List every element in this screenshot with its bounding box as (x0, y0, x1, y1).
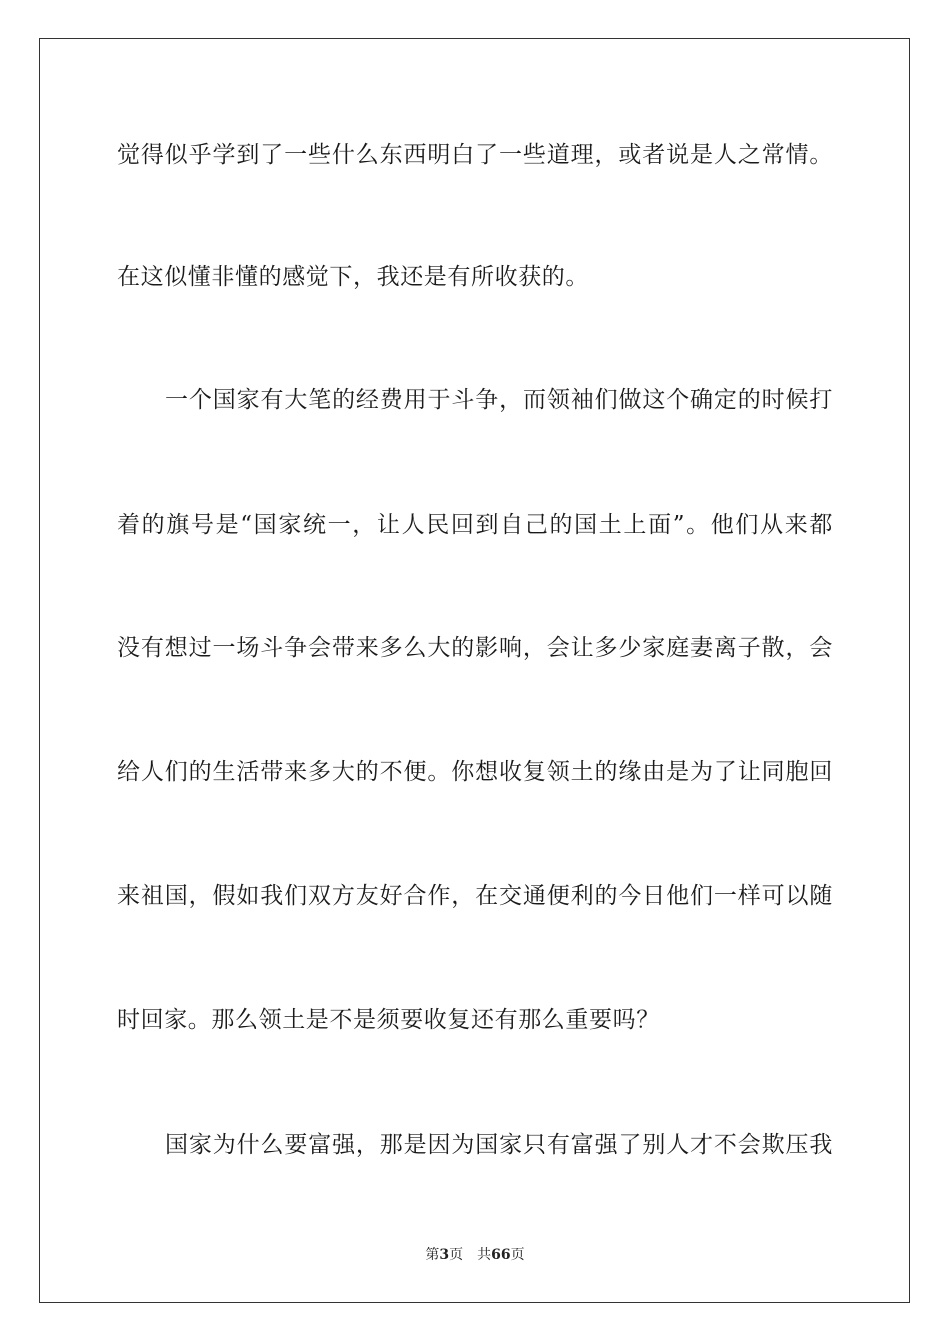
text-line-1: 觉得似乎学到了一些什么东西明白了一些道理，或者说是人之常情。 (117, 142, 833, 168)
text-line-4: 着的旗号是“国家统一，让人民回到自己的国土上面”。他们从来都 (117, 512, 833, 538)
text-line-3: 一个国家有大笔的经费用于斗争，而领袖们做这个确定的时候打 (165, 387, 833, 413)
text-line-7: 来祖国，假如我们双方友好合作，在交通便利的今日他们一样可以随 (117, 883, 833, 909)
text-line-5: 没有想过一场斗争会带来多么大的影响，会让多少家庭妻离子散，会 (117, 635, 833, 661)
page-suffix: 页 (449, 1247, 464, 1263)
text-line-8: 时回家。那么领土是不是须要收复还有那么重要吗？ (117, 1007, 660, 1033)
text-line-6: 给人们的生活带来多大的不便。你想收复领土的缘由是为了让同胞回 (117, 759, 833, 785)
total-prefix: 共 (477, 1247, 492, 1263)
text-line-9: 国家为什么要富强，那是因为国家只有富强了别人才不会欺压我 (165, 1132, 833, 1158)
text-line-2: 在这似懂非懂的感觉下，我还是有所收获的。 (117, 264, 589, 290)
total-suffix: 页 (510, 1247, 525, 1263)
page-footer (0, 1245, 950, 1265)
page-prefix: 第 (425, 1247, 440, 1263)
page-border (39, 38, 910, 1303)
total-pages: 66 (491, 1247, 511, 1263)
page-number: 3 (439, 1247, 450, 1263)
